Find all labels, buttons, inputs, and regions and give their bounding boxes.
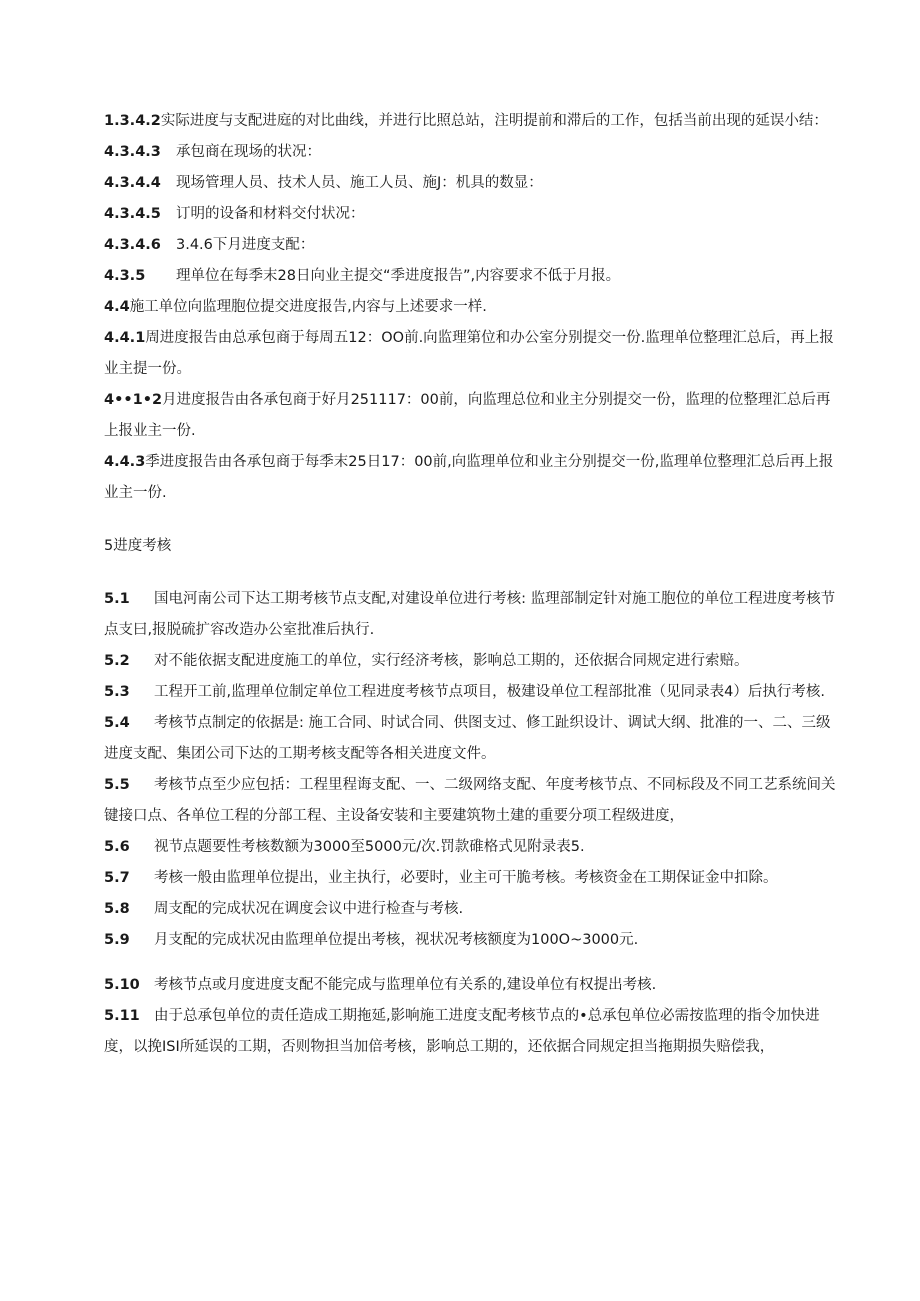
para-4-3-4-6 bbox=[104, 230, 840, 261]
item-5-10 bbox=[104, 970, 840, 1001]
item-text: 周支配的完成状况在调度会议中进行检查与考核. bbox=[154, 901, 464, 917]
section-title: 5进度考核 bbox=[104, 538, 172, 554]
para-text: 现场管理人员、技术人员、施工人员、施J：机具的数显： bbox=[176, 175, 543, 191]
item-5-3 bbox=[104, 677, 840, 708]
item-number: 5.9 bbox=[104, 932, 130, 948]
item-number: 5.2 bbox=[104, 653, 130, 669]
item-text: 国电河南公司下达工期考核节点支配,对建设单位进行考核: 监理部制定针对施工胞位的单位工程进度考核节点支曰,报脱硫扩容改造办公室批准后执行. bbox=[104, 591, 836, 638]
para-number: 4.4.1 bbox=[104, 330, 146, 346]
para-number: 4.4.3 bbox=[104, 454, 146, 470]
para-text: 承包商在现场的状况： bbox=[176, 144, 321, 160]
para-number: 4.3.4.4 bbox=[104, 175, 161, 191]
item-5-5 bbox=[104, 770, 840, 832]
item-number: 5.4 bbox=[104, 715, 130, 731]
item-text: 月支配的完成状况由监理单位提出考核，视状况考核额度为100O~3000元. bbox=[154, 932, 639, 948]
para-number: 4.4 bbox=[104, 299, 130, 315]
para-number: 4.3.4.6 bbox=[104, 237, 161, 253]
item-5-2 bbox=[104, 646, 840, 677]
spacer bbox=[104, 956, 840, 970]
item-5-9 bbox=[104, 925, 840, 956]
para-text: 施工单位向监理胞位提交进度报告,内容与上述要求一样. bbox=[129, 299, 487, 315]
para-text: 3.4.6下月进度支配： bbox=[176, 237, 315, 253]
para-text: 月进度报告由各承包商于好月251117：00前，向监理总位和业主分别提交一份，监理的位整理汇总后再上报业主一份. bbox=[104, 392, 831, 439]
item-text: 考核节点至少应包括：工程里程诲支配、一、二级网络支配、年度考核节点、不同标段及不同工艺系统间关键接口点、各单位工程的分部工程、主设备安装和主要建筑物土建的重要分项工程级进度， bbox=[104, 777, 836, 824]
para-text: 实际进度与支配进庭的对比曲线，并进行比照总站，注明提前和滞后的工作，包括当前出现的延误小结： bbox=[160, 113, 828, 129]
para-number: 4.3.4.3 bbox=[104, 144, 161, 160]
item-text: 工程开工前,监理单位制定单位工程进度考核节点项目，极建设单位工程部批准（见同录表4）后执行考核. bbox=[154, 684, 825, 700]
document-page bbox=[104, 106, 840, 1063]
para-4-3-5 bbox=[104, 261, 840, 292]
spacer bbox=[104, 509, 840, 531]
item-5-7 bbox=[104, 863, 840, 894]
item-text: 由于总承包单位的责任造成工期拖延,影响施工进度支配考核节点的•总承包单位必需按监理的指令加快进度，以挽ISI所延误的工期，否则物担当加倍考核，影响总工期的，还依据合同规定担当拖期损失赔偿我， bbox=[104, 1008, 820, 1055]
para-text: 理单位在每季末28日向业主提交“季进度报告”,内容要求不低于月报。 bbox=[176, 268, 621, 284]
item-number: 5.11 bbox=[104, 1008, 140, 1024]
para-4-3-4-4 bbox=[104, 168, 840, 199]
para-4-4-1 bbox=[104, 323, 840, 385]
para-number: 4.3.5 bbox=[104, 268, 146, 284]
para-4-4 bbox=[104, 292, 840, 323]
para-text: 周进度报告由总承包商于每周五12：OO前.向监理第位和办公室分别提交一份.监理单位整理汇总后，再上报业主提一份。 bbox=[104, 330, 834, 377]
item-number: 5.10 bbox=[104, 977, 140, 993]
spacer bbox=[104, 562, 840, 584]
item-text: 视节点题要性考核数额为3000至5000元/次.罚款碓格式见附录表5. bbox=[154, 839, 585, 855]
para-number: 4.3.4.5 bbox=[104, 206, 161, 222]
item-number: 5.6 bbox=[104, 839, 130, 855]
item-text: 考核节点制定的依据是: 施工合同、时试合同、供图支过、修工趾织设计、调试大纲、批准的一、二、三级进度支配、集团公司下达的工期考核支配等各相关进度文件。 bbox=[104, 715, 831, 762]
item-text: 考核一般由监理单位提出，业主执行，必要时，业主可干脆考核。考核资金在工期保证金中扣除。 bbox=[154, 870, 778, 886]
para-4-4-2 bbox=[104, 385, 840, 447]
para-4-3-4-3 bbox=[104, 137, 840, 168]
para-4-4-3 bbox=[104, 447, 840, 509]
para-text: 订明的设备和材料交付状况： bbox=[176, 206, 365, 222]
item-5-1 bbox=[104, 584, 840, 646]
item-number: 5.1 bbox=[104, 591, 130, 607]
item-text: 对不能依据支配进度施工的单位，实行经济考核，影响总工期的，还依据合同规定进行索赔。 bbox=[154, 653, 749, 669]
para-1-3-4-2 bbox=[104, 106, 840, 137]
item-5-11 bbox=[104, 1001, 840, 1063]
item-5-8 bbox=[104, 894, 840, 925]
item-5-4 bbox=[104, 708, 840, 770]
para-text: 季进度报告由各承包商于每季末25日17：00前,向监理单位和业主分别提交一份,监理单位整理汇总后再上报业主一份. bbox=[104, 454, 834, 501]
item-number: 5.5 bbox=[104, 777, 130, 793]
para-4-3-4-5 bbox=[104, 199, 840, 230]
item-text: 考核节点或月度进度支配不能完成与监理单位有关系的,建设单位有权提出考核. bbox=[154, 977, 657, 993]
item-number: 5.7 bbox=[104, 870, 130, 886]
para-number: 1.3.4.2 bbox=[104, 113, 161, 129]
item-5-6 bbox=[104, 832, 840, 863]
item-number: 5.3 bbox=[104, 684, 130, 700]
item-number: 5.8 bbox=[104, 901, 130, 917]
para-number: 4••1•2 bbox=[104, 392, 163, 408]
